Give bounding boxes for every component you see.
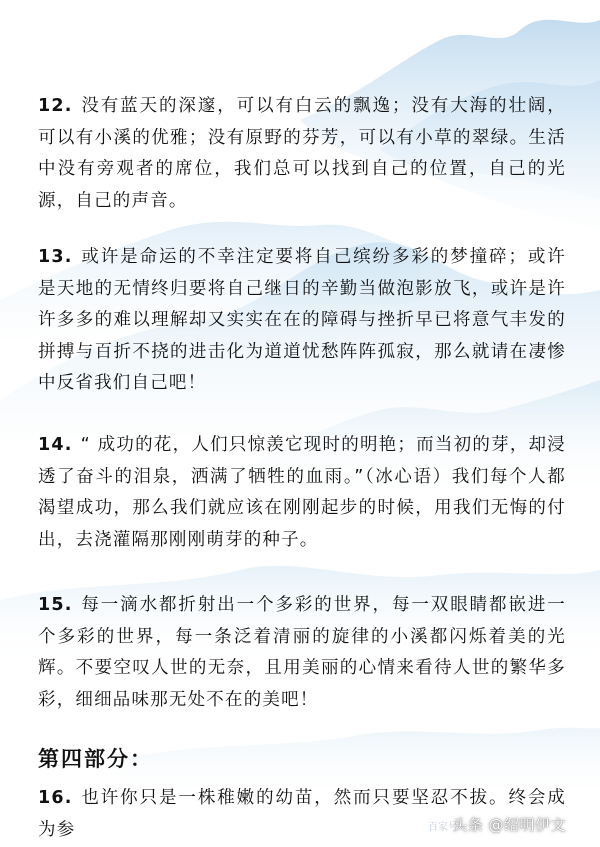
paragraph-12 [38,91,566,217]
paragraph-13 [38,242,566,400]
author-watermark: 头条 @绍明伊文 [452,816,566,834]
section-heading: 第四部分： [38,747,153,771]
paragraph-text: 也许你只是一株稚嫩的幼苗，然而只要坚忍不拔。终会成为参 [38,788,566,840]
paragraph-number: 16. [38,788,73,808]
paragraph-text: 或许是命运的不幸注定要将自己缤纷多彩的梦撞碎；或许是天地的无情终归要将自己继日的辛勤当做泡影放飞，或许是许许多多的难以理解却又实实在在的障碍与挫折早已将意气丰发的拼搏与百折不挠的进击化为道道忧愁阵阵孤寂，那么就请在凄惨中反省我们自己吧！ [38,247,566,393]
faint-watermark: 百家号 [428,822,458,833]
paragraph-number: 12. [38,96,73,116]
paragraph-14 [38,430,566,556]
paragraph-number: 15. [38,595,73,615]
paragraph-number: 14. [38,435,73,455]
paragraph-text: 每一滴水都折射出一个多彩的世界，每一双眼睛都嵌进一个多彩的世界，每一条泛着清丽的旋律的小溪都闪烁着美的光辉。不要空叹人世的无奈，且用美丽的心情来看待人世的繁华多彩，细细品味那无处不在的美吧！ [38,595,566,710]
paragraph-text: “ 成功的花，人们只惊羡它现时的明艳；而当初的芽，却浸透了奋斗的泪泉，洒满了牺牲的血雨。”（冰心语）我们每个人都渴望成功，那么我们就应该在刚刚起步的时候，用我们无悔的付出，去浇灌隔那刚刚萌芽的种子。 [38,435,566,550]
paragraph-15 [38,590,566,716]
paragraph-number: 13. [38,247,73,267]
paragraph-text: 没有蓝天的深邃，可以有白云的飘逸；没有大海的壮阔，可以有小溪的优雅；没有原野的芬芳，可以有小草的翠绿。生活中没有旁观者的席位，我们总可以找到自己的位置，自己的光源，自己的声音。 [38,96,566,211]
